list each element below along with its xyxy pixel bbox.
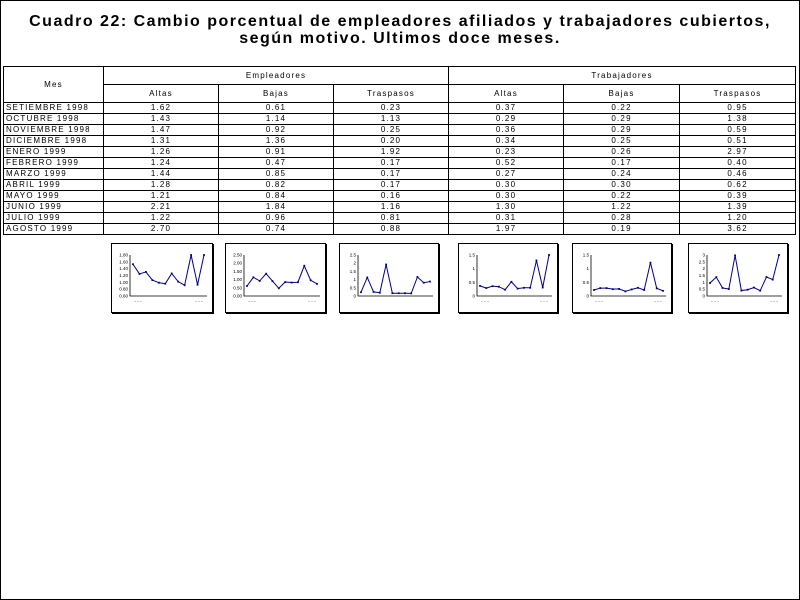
data-point [734,255,736,257]
data-point [265,273,267,275]
value-cell: 0.47 [219,158,334,169]
value-cell: 0.84 [219,191,334,202]
y-tick-label: 0 [472,293,475,299]
value-cell: 1.97 [449,224,564,235]
group-header-trabajadores: Trabajadores [449,67,796,85]
table-row [4,180,796,191]
y-tick-label: 1.60 [119,259,128,265]
series-line [710,255,779,291]
month-cell: SETIEMBRE 1998 [4,103,104,114]
value-cell: 1.22 [564,202,680,213]
value-cell: 1.47 [104,125,219,136]
title-line-2: según motivo. Ultimos doce meses. [239,30,561,47]
value-cell: 0.30 [564,180,680,191]
data-point [523,287,525,289]
data-point [778,254,780,256]
table-row [4,224,796,235]
month-cell: MARZO 1999 [4,169,104,180]
mini-line-chart [111,243,213,313]
data-point [637,287,639,289]
value-cell: 0.52 [449,158,564,169]
data-point [709,282,711,284]
value-cell: 0.82 [219,180,334,191]
data-point [529,287,531,289]
value-cell: 0.17 [334,169,449,180]
value-cell: 1.92 [334,147,449,158]
month-cell: NOVIEMBRE 1998 [4,125,104,136]
y-tick-label: 1 [586,266,589,272]
y-tick-label: 0.5 [468,279,475,285]
value-cell: 1.24 [104,158,219,169]
chart-svg [573,244,671,312]
value-cell: 0.29 [564,114,680,125]
value-cell: 1.84 [219,202,334,213]
value-cell: 0.25 [564,136,680,147]
value-cell: 0.20 [334,136,449,147]
series-line [480,255,549,290]
month-cell: AGOSTO 1999 [4,224,104,235]
month-cell: ABRIL 1999 [4,180,104,191]
value-cell: 0.22 [564,103,680,114]
y-tick-label: 1.00 [119,279,128,285]
y-tick-label: 1.5 [468,252,475,258]
data-point [715,276,717,278]
value-cell: 0.17 [334,180,449,191]
value-cell: 0.30 [449,191,564,202]
data-point [618,288,620,290]
value-cell: 0.16 [334,191,449,202]
col-header: Traspasos [334,85,449,103]
value-cell: 0.27 [449,169,564,180]
data-point [190,254,192,256]
data-point [385,264,387,266]
value-cell: 0.95 [680,103,796,114]
data-point [366,277,368,279]
data-point [139,273,141,275]
chart-svg [689,244,787,312]
table-row [4,202,796,213]
data-point [517,288,519,290]
y-tick-label: 0.50 [233,285,242,291]
table-row [4,136,796,147]
data-point [291,282,293,284]
mini-line-chart [572,243,672,313]
data-point [145,271,147,273]
title-line-1: Cuadro 22: Cambio porcentual de empleadores afiliados y trabajadores cubiertos, [29,13,771,30]
value-cell: 0.25 [334,125,449,136]
data-point [728,288,730,290]
series-line [133,255,204,285]
data-point [184,284,186,286]
table-row [4,103,796,114]
value-cell: 0.31 [449,213,564,224]
x-tick-label: ······ [247,299,257,304]
data-point [246,285,248,287]
data-point [151,279,153,281]
data-point [259,280,261,282]
value-cell: 0.17 [334,158,449,169]
group-header-empleadores: Empleadores [104,67,449,85]
value-cell: 0.34 [449,136,564,147]
value-cell: 0.29 [564,125,680,136]
y-tick-label: 2 [702,266,705,272]
y-tick-label: 1.5 [698,273,705,278]
value-cell: 1.38 [680,114,796,125]
x-tick-label: ······ [769,299,779,304]
x-tick-label: ······ [480,299,490,304]
value-cell: 3.62 [680,224,796,235]
data-point [485,287,487,289]
col-header: Altas [449,85,564,103]
chart-axes [591,255,666,296]
y-tick-label: 0 [353,293,356,299]
data-point [203,254,205,256]
data-point [284,281,286,283]
x-tick-label: ······ [653,299,663,304]
value-cell: 0.28 [564,213,680,224]
page-title [10,13,790,47]
y-tick-label: 1.5 [349,268,356,274]
col-header: Bajas [219,85,334,103]
data-point [536,260,538,262]
data-point [423,282,425,284]
value-cell: 0.46 [680,169,796,180]
data-point [197,284,199,286]
month-cell: OCTUBRE 1998 [4,114,104,125]
value-cell: 0.62 [680,180,796,191]
y-tick-label: 0.5 [698,286,705,292]
data-point [132,263,134,265]
value-cell: 0.17 [564,158,680,169]
x-tick-label: ······ [133,299,143,304]
y-tick-label: 2.50 [233,252,242,258]
chart-svg [459,244,557,312]
data-point [360,291,362,293]
value-cell: 0.30 [449,180,564,191]
value-cell: 1.26 [104,147,219,158]
data-point [612,288,614,290]
y-tick-label: 1 [353,277,356,283]
data-point [417,276,419,278]
value-cell: 0.39 [680,191,796,202]
value-cell: 0.23 [449,147,564,158]
data-point [316,283,318,285]
month-cell: FEBRERO 1999 [4,158,104,169]
data-point [542,287,544,289]
data-point [624,290,626,292]
y-tick-label: 2.00 [233,260,242,266]
data-point [373,291,375,293]
y-tick-label: 2.5 [698,259,705,265]
value-cell: 1.30 [449,202,564,213]
value-cell: 0.36 [449,125,564,136]
data-point [599,287,601,289]
value-cell: 1.16 [334,202,449,213]
value-cell: 0.24 [564,169,680,180]
chart-axes [358,255,433,296]
data-point [606,287,608,289]
data-point [498,286,500,288]
value-cell: 1.28 [104,180,219,191]
table-row [4,125,796,136]
value-cell: 0.37 [449,103,564,114]
data-point [164,283,166,285]
table-row [4,147,796,158]
value-cell: 2.21 [104,202,219,213]
value-cell: 1.22 [104,213,219,224]
value-cell: 0.61 [219,103,334,114]
chart-axes [477,255,552,296]
value-cell: 0.59 [680,125,796,136]
col-header: Traspasos [680,85,796,103]
table-row [4,158,796,169]
data-point [303,265,305,267]
data-point [177,281,179,283]
y-tick-label: 0.60 [119,293,128,299]
data-point [656,287,658,289]
value-cell: 0.26 [564,147,680,158]
data-point [740,290,742,292]
data-point [631,289,633,291]
value-cell: 0.29 [449,114,564,125]
y-tick-label: 0.5 [349,285,356,291]
month-cell: JUNIO 1999 [4,202,104,213]
x-tick-label: ······ [710,299,720,304]
data-point [252,276,254,278]
value-cell: 1.44 [104,169,219,180]
y-tick-label: 1 [702,279,705,285]
data-table [3,66,796,235]
data-point [278,287,280,289]
data-point [398,292,400,294]
y-tick-label: 1.80 [119,252,128,258]
y-tick-label: 1.40 [119,266,128,272]
y-tick-label: 1.50 [233,268,242,274]
value-cell: 1.62 [104,103,219,114]
mini-line-chart [458,243,558,313]
y-tick-label: 2.5 [349,252,356,258]
data-point [772,279,774,281]
data-point [548,254,550,256]
data-point [171,273,173,275]
value-cell: 1.36 [219,136,334,147]
y-tick-label: 3 [702,252,705,258]
data-point [753,287,755,289]
data-point [662,290,664,292]
series-line [247,266,317,288]
value-cell: 0.23 [334,103,449,114]
value-cell: 0.51 [680,136,796,147]
mes-header: Mes [4,67,104,103]
data-point [747,289,749,291]
value-cell: 0.85 [219,169,334,180]
data-point [766,276,768,278]
value-cell: 2.70 [104,224,219,235]
month-cell: ENERO 1999 [4,147,104,158]
x-tick-label: ······ [539,299,549,304]
value-cell: 0.19 [564,224,680,235]
y-tick-label: 1.20 [119,273,128,278]
data-point [429,281,431,283]
y-tick-label: 0 [702,293,705,299]
value-cell: 0.22 [564,191,680,202]
y-tick-label: 1.5 [582,252,589,258]
x-tick-label: ······ [194,299,204,304]
data-point [650,262,652,264]
value-cell: 1.13 [334,114,449,125]
chart-svg [340,244,438,312]
table-row [4,114,796,125]
table-row [4,191,796,202]
mini-line-chart [688,243,788,313]
data-point [722,287,724,289]
mini-line-chart [339,243,439,313]
col-header: Bajas [564,85,680,103]
data-point [410,292,412,294]
y-tick-label: 0.5 [582,279,589,285]
value-cell: 0.91 [219,147,334,158]
data-point [510,281,512,283]
data-point [593,289,595,291]
value-cell: 0.40 [680,158,796,169]
value-cell: 0.81 [334,213,449,224]
value-cell: 0.74 [219,224,334,235]
value-cell: 1.43 [104,114,219,125]
data-point [310,279,312,281]
value-cell: 0.96 [219,213,334,224]
value-cell: 1.21 [104,191,219,202]
data-point [158,282,160,284]
data-point [759,290,761,292]
y-tick-label: 2 [353,260,356,266]
table-row [4,213,796,224]
data-point [504,289,506,291]
data-point [492,285,494,287]
chart-svg [112,244,212,312]
value-cell: 1.14 [219,114,334,125]
x-tick-label: ······ [594,299,604,304]
series-line [361,265,430,294]
chart-svg [226,244,325,312]
data-point [479,285,481,287]
series-line [594,263,663,292]
data-point [404,292,406,294]
y-tick-label: 0 [586,293,589,299]
value-cell: 1.31 [104,136,219,147]
data-point [297,281,299,283]
value-cell: 0.88 [334,224,449,235]
value-cell: 1.20 [680,213,796,224]
month-cell: DICIEMBRE 1998 [4,136,104,147]
data-point [643,289,645,291]
x-tick-label: ······ [307,299,317,304]
value-cell: 2.97 [680,147,796,158]
y-tick-label: 0.00 [233,293,242,299]
col-header: Altas [104,85,219,103]
value-cell: 1.39 [680,202,796,213]
data-point [391,292,393,294]
mini-line-chart [225,243,326,313]
data-point [379,292,381,294]
y-tick-label: 1.00 [233,277,242,283]
month-cell: MAYO 1999 [4,191,104,202]
y-tick-label: 0.80 [119,286,128,292]
value-cell: 0.92 [219,125,334,136]
table-row [4,169,796,180]
data-point [272,280,274,282]
month-cell: JULIO 1999 [4,213,104,224]
y-tick-label: 1 [472,266,475,272]
